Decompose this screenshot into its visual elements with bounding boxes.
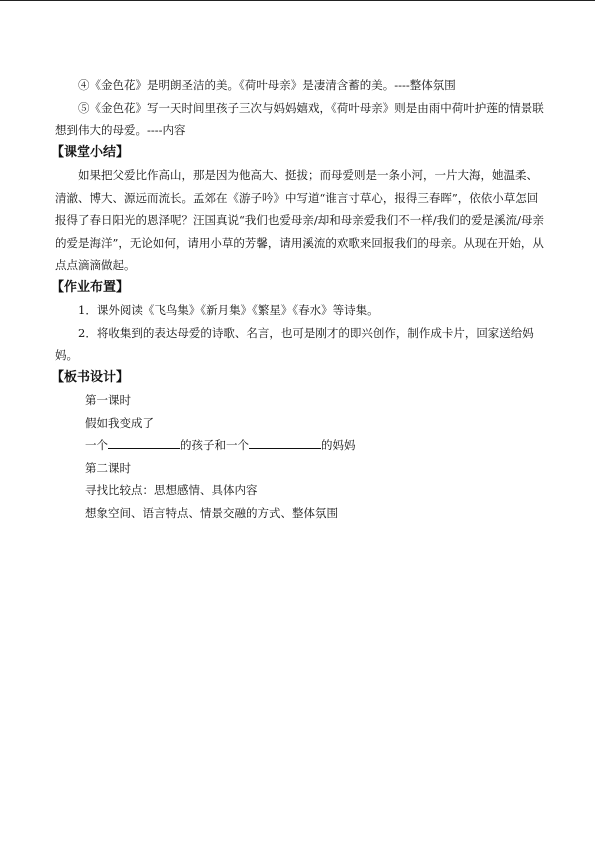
board-title: 假如我变成了: [85, 415, 154, 430]
point-4: ④《金色花》是明朗圣洁的美。《荷叶母亲》是凄清含蓄的美。----整体氛围: [78, 78, 456, 92]
board-lesson-2: 第二课时: [85, 460, 131, 475]
board-aspects: 想象空间、语言特点、情景交融的方式、整体氛围: [85, 505, 338, 520]
board-blank-line: [85, 434, 547, 457]
summary-heading: 【课堂小结】: [51, 144, 130, 160]
summary-paragraph: 如果把父爱比作高山，那是因为他高大、挺拔；而母爱则是一条小河，一片大海，她温柔、清澈、博大、源远而流长。孟郊在《游子吟》中写道“谁言寸草心，报得三春晖”，依依小草怎回报得了春日阳光的恩泽呢？汪国真说“我们也爱母亲/却和母亲爱我们不一样/我们的爱是溪流/母亲的爱是海洋”，无论如何，请用小草的芳馨，请用溪流的欢歌来回报我们的母亲。从现在开始，从点点滴滴做起。: [55, 168, 544, 272]
homework-item-1: 1．课外阅读《飞鸟集》《新月集》《繁星》《春水》等诗集。: [78, 303, 379, 317]
homework-item-2: 2．将收集到的表达母爱的诗歌、名言，也可是刚才的即兴创作，制作成卡片，回家送给妈妈。: [55, 325, 534, 362]
blank-prefix: 一个: [85, 438, 108, 452]
homework-heading: 【作业布置】: [51, 279, 130, 295]
document-body: [51, 74, 547, 524]
blank-1: [108, 436, 180, 449]
board-content: [55, 389, 547, 524]
board-heading: 【板书设计】: [51, 369, 130, 385]
board-compare: 寻找比较点：思想感情、具体内容: [85, 483, 258, 497]
blank-middle: 的孩子和一个: [180, 438, 249, 452]
board-lesson-1: 第一课时: [85, 393, 131, 407]
point-5: ⑤《金色花》写一天时间里孩子三次与妈妈嬉戏，《荷叶母亲》则是由雨中荷叶护莲的情景联想到伟大的母爱。----内容: [55, 100, 544, 137]
blank-2: [249, 436, 321, 449]
blank-suffix: 的妈妈: [321, 438, 356, 452]
page-top-rule: [0, 0, 595, 1]
